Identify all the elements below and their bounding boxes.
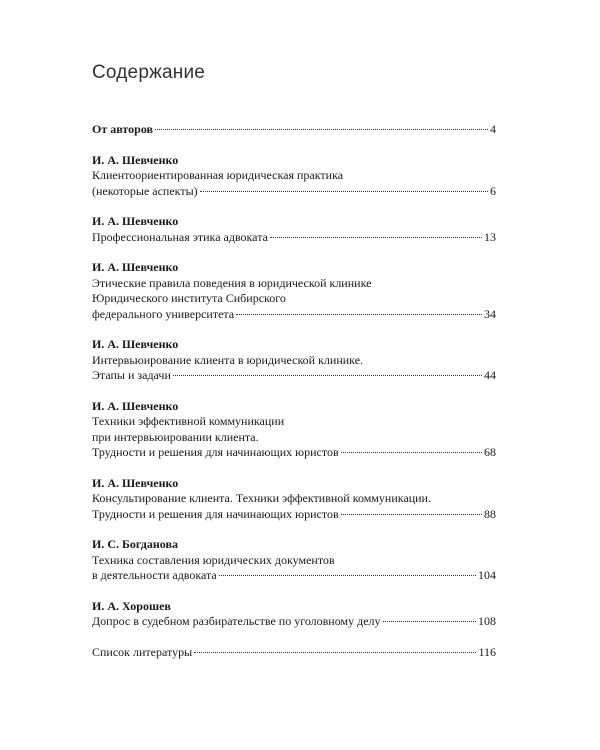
toc-page-number: 116 — [478, 644, 496, 659]
toc-page-number: 4 — [490, 122, 496, 136]
toc-page-number: 6 — [490, 183, 496, 198]
toc-author: И. А. Шевченко — [92, 260, 179, 274]
dot-leader — [173, 375, 482, 376]
toc-entry-title: Допрос в судебном разбирательстве по уголовному делу — [92, 614, 381, 628]
toc-entry — [92, 214, 496, 245]
toc-entry-title: От авторов — [92, 122, 154, 136]
toc-author: И. А. Шевченко — [92, 398, 179, 413]
toc-entry — [92, 337, 496, 384]
toc-entry — [92, 399, 496, 461]
toc-entry — [92, 260, 496, 322]
toc-page-number: 104 — [478, 568, 496, 582]
toc-entry-title: Профессиональная этика адвоката — [92, 229, 268, 244]
dot-leader — [236, 314, 482, 315]
dot-leader — [155, 129, 488, 130]
toc-entry-foreword — [92, 122, 496, 138]
toc-entry-title-line — [92, 445, 496, 461]
toc-entry — [92, 476, 496, 523]
toc-author: И. А. Хорошев — [92, 598, 171, 613]
table-of-contents — [92, 122, 496, 675]
toc-entry-title-line — [92, 307, 496, 323]
toc-page-number: 88 — [484, 506, 496, 521]
toc-entry-title-line — [92, 645, 496, 661]
toc-author: И. А. Шевченко — [92, 337, 179, 351]
dot-leader — [341, 452, 482, 453]
toc-page-number: 68 — [484, 445, 496, 459]
toc-entry-title: (некоторые аспекты) — [92, 183, 198, 198]
toc-entry-title: в деятельности адвоката — [92, 568, 217, 582]
dot-leader — [200, 191, 488, 192]
toc-entry-title: Трудности и решения для начинающих юристов — [92, 506, 339, 521]
toc-author: И. А. Шевченко — [92, 152, 179, 167]
toc-entry-title: федерального университета — [92, 306, 235, 321]
dot-leader — [383, 621, 476, 622]
dot-leader — [219, 575, 476, 576]
toc-entry-title-line — [92, 614, 496, 630]
dot-leader — [270, 237, 482, 238]
toc-entry-title-line — [92, 507, 496, 523]
toc-author: И. А. Шевченко — [92, 475, 179, 490]
toc-title-line: при интервьюировании клиента. — [92, 429, 259, 444]
toc-title-line: Юридического института Сибирского — [92, 291, 286, 305]
toc-entry-title-line — [92, 184, 496, 200]
toc-entry-bibliography — [92, 645, 496, 661]
toc-page-number: 108 — [478, 614, 496, 628]
toc-entry — [92, 153, 496, 200]
toc-entry-title: Этапы и задачи — [92, 368, 171, 382]
toc-entry-title: Трудности и решения для начинающих юристов — [92, 445, 339, 459]
toc-title-line: Консультирование клиента. Техники эффективной коммуникации. — [92, 491, 431, 505]
toc-title-line: Этические правила поведения в юридической клинике — [92, 275, 372, 290]
toc-page-number: 34 — [484, 306, 496, 321]
dot-leader — [341, 514, 482, 515]
toc-entry-title-line — [92, 368, 496, 384]
toc-author: И. С. Богданова — [92, 537, 178, 551]
toc-entry-title-line — [92, 230, 496, 246]
toc-author: И. А. Шевченко — [92, 214, 179, 228]
toc-entry — [92, 537, 496, 584]
toc-title-line: Техники эффективной коммуникации — [92, 414, 285, 428]
toc-title-line: Интервьюирование клиента в юридической клинике. — [92, 352, 364, 367]
page-title: Содержание — [92, 62, 206, 83]
toc-title-line: Клиентоориентированная юридическая практика — [92, 168, 344, 182]
dot-leader — [194, 652, 476, 653]
toc-title-line: Техника составления юридических документов — [92, 552, 335, 567]
toc-entry-title-line — [92, 122, 496, 138]
toc-entry — [92, 599, 496, 630]
toc-entry-title: Список литературы — [92, 644, 193, 659]
toc-entry-title-line — [92, 568, 496, 584]
toc-page-number: 13 — [484, 229, 496, 244]
toc-page-number: 44 — [484, 368, 496, 382]
